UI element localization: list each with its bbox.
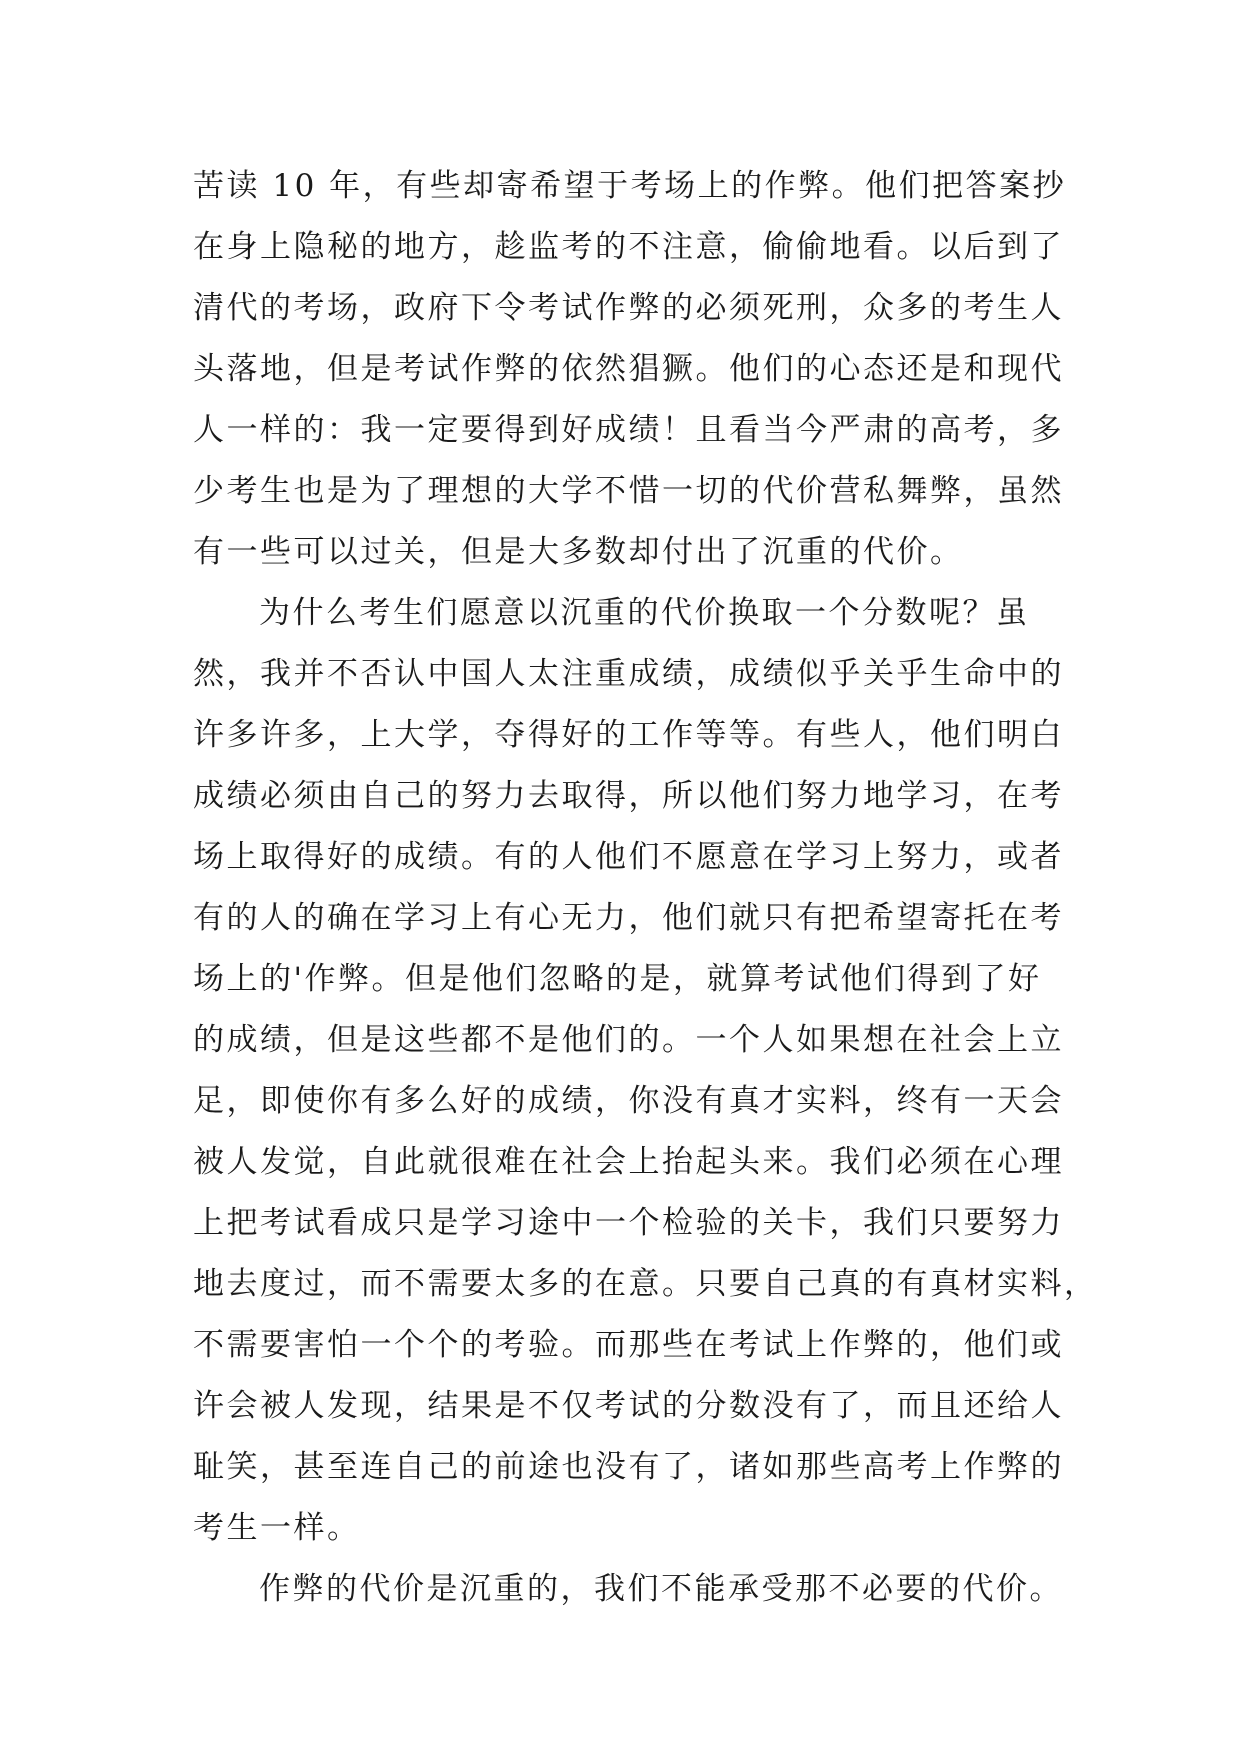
text-line: 成绩必须由自己的努力去取得，所以他们努力地学习，在考 bbox=[193, 778, 1064, 814]
text-line: 少考生也是为了理想的大学不惜一切的代价营私舞弊，虽然 bbox=[193, 473, 1064, 509]
text-line: 足，即使你有多么好的成绩，你没有真才实料，终有一天会 bbox=[193, 1083, 1064, 1119]
text-line: 清代的考场，政府下令考试作弊的必须死刑，众多的考生人 bbox=[193, 290, 1064, 326]
text-line: 头落地，但是考试作弊的依然猖獗。他们的心态还是和现代 bbox=[193, 351, 1064, 387]
text-line: 有的人的确在学习上有心无力，他们就只有把希望寄托在考 bbox=[193, 900, 1064, 936]
text-line: 有一些可以过关，但是大多数却付出了沉重的代价。 bbox=[193, 534, 964, 570]
text-line: 然，我并不否认中国人太注重成绩，成绩似乎关乎生命中的 bbox=[193, 656, 1064, 692]
paragraph-2 bbox=[193, 583, 1098, 1559]
text-line: 许会被人发现，结果是不仅考试的分数没有了，而且还给人 bbox=[193, 1388, 1064, 1424]
text-line: 苦读 10 年，有些却寄希望于考场上的作弊。他们把答案抄 bbox=[193, 168, 1067, 204]
text-line: 不需要害怕一个个的考验。而那些在考试上作弊的，他们或 bbox=[193, 1327, 1064, 1363]
text-line: 地去度过，而不需要太多的在意。只要自己真的有真材实料， bbox=[193, 1266, 1098, 1302]
text-line: 许多许多，上大学，夺得好的工作等等。有些人，他们明白 bbox=[193, 717, 1064, 753]
text-line: 作弊的代价是沉重的，我们不能承受那不必要的代价。 bbox=[259, 1571, 1063, 1607]
text-line: 上把考试看成只是学习途中一个检验的关卡，我们只要努力 bbox=[193, 1205, 1064, 1241]
paragraph-3 bbox=[193, 1559, 1073, 1620]
text-line: 场上取得好的成绩。有的人他们不愿意在学习上努力，或者 bbox=[193, 839, 1064, 875]
text-line: 在身上隐秘的地方，趁监考的不注意，偷偷地看。以后到了 bbox=[193, 229, 1064, 265]
text-line: 被人发觉，自此就很难在社会上抬起头来。我们必须在心理 bbox=[193, 1144, 1064, 1180]
text-line: 人一样的：我一定要得到好成绩！且看当今严肃的高考，多 bbox=[193, 412, 1064, 448]
body-text bbox=[193, 156, 1098, 1620]
text-line: 为什么考生们愿意以沉重的代价换取一个分数呢？虽 bbox=[259, 595, 1030, 631]
paragraph-1 bbox=[193, 156, 1073, 583]
text-line: 场上的'作弊。但是他们忽略的是，就算考试他们得到了好 bbox=[193, 961, 1042, 997]
text-line: 的成绩，但是这些都不是他们的。一个人如果想在社会上立 bbox=[193, 1022, 1064, 1058]
text-line: 耻笑，甚至连自己的前途也没有了，诸如那些高考上作弊的 bbox=[193, 1449, 1064, 1485]
text-line: 考生一样。 bbox=[193, 1510, 361, 1546]
